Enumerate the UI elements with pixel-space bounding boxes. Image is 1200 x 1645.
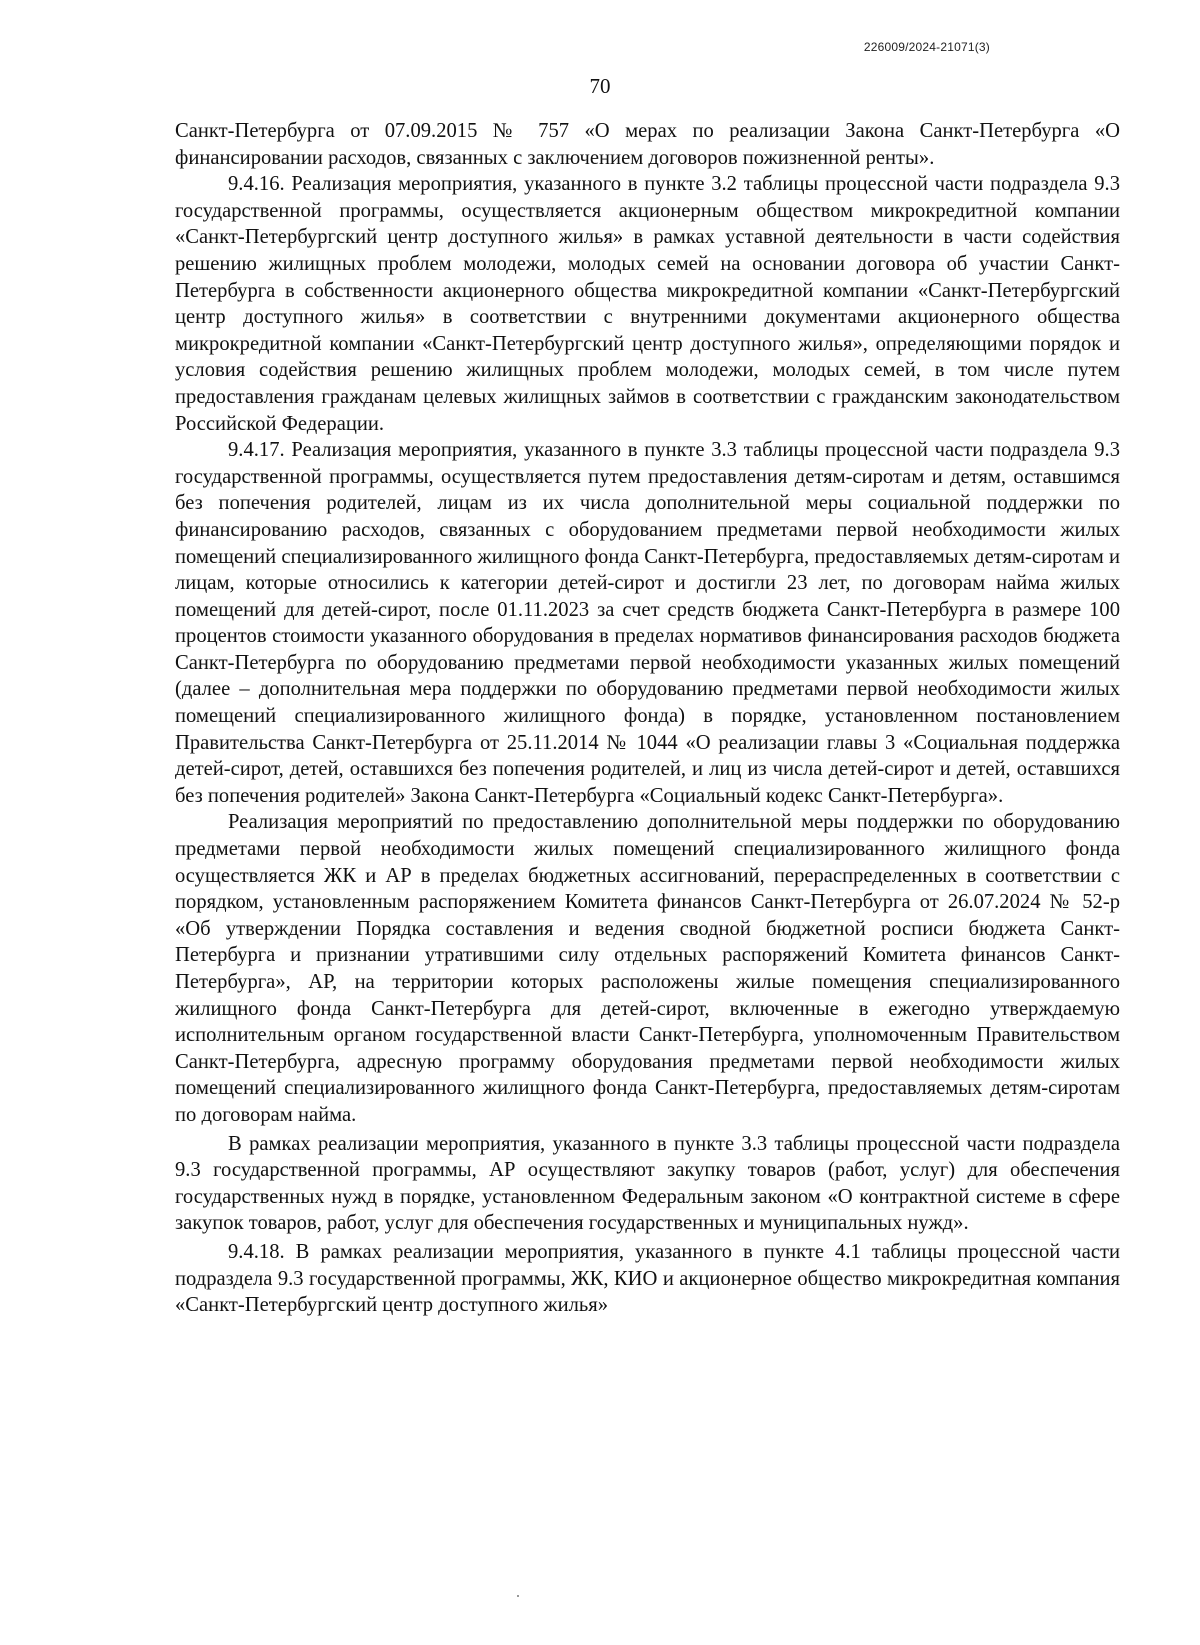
page-number: 70 (589, 74, 611, 98)
scan-speck (517, 1595, 519, 1597)
paragraph-continuation: Санкт-Петербурга от 07.09.2015 № 757 «О мерах по реализации Закона Санкт-Петербурга «О финансировании расходов, связанных с заключением договоров пожизненной ренты». (175, 120, 1120, 169)
paragraph-9-4-16: 9.4.16. Реализация мероприятия, указанного в пункте 3.2 таблицы процессной части подраздела 9.3 государственной программы, осуществляется акционерным обществом микрокредитной компании «Санкт-Петербургский центр доступного жилья» в рамках уставной деятельности в части содействия решению жилищных проблем молодежи, молодых семей на основании договора об участии Санкт-Петербурга в собственности акционерного общества микрокредитной компании «Санкт-Петербургский центр доступного жилья» в соответствии с внутренними документами акционерного общества микрокредитной компании «Санкт-Петербургский центр доступного жилья», определяющими порядок и условия содействия решению жилищных проблем молодежи, молодых семей, в том числе путем предоставления гражданам целевых жилищных займов в соответствии с гражданским законодательством Российской Федерации. (175, 173, 1120, 435)
paragraph-support-measures: Реализация мероприятий по предоставлению дополнительной меры поддержки по оборудованию предметами первой необходимости жилых помещений специализированного жилищного фонда осуществляется ЖК и АР в пределах бюджетных ассигнований, перераспределенных в соответствии с порядком, установленным распоряжением Комитета финансов Санкт-Петербурга от 26.07.2024 № 52-р «Об утверждении Порядка составления и ведения сводной бюджетной росписи бюджета Санкт-Петербурга и признании утратившими силу отдельных распоряжений Комитета финансов Санкт-Петербурга», АР, на территории которых расположены жилые помещения специализированного жилищного фонда Санкт-Петербурга для детей-сирот, включенные в ежегодно утверждаемую исполнительным органом государственной власти Санкт-Петербурга, уполномоченным Правительством Санкт-Петербурга, адресную программу оборудования предметами первой необходимости жилых помещений специализированного жилищного фонда Санкт-Петербурга, предоставляемых детям-сиротам по договорам найма. (175, 811, 1120, 1126)
document-id: 226009/2024-21071(3) (863, 40, 990, 54)
paragraph-9-4-17: 9.4.17. Реализация мероприятия, указанного в пункте 3.3 таблицы процессной части подраздела 9.3 государственной программы, осуществляется путем предоставления детям-сиротам и детям, оставшимся без попечения родителей, лицам из их числа дополнительной меры социальной поддержки по финансированию расходов, связанных с оборудованием предметами первой необходимости жилых помещений специализированного жилищного фонда Санкт-Петербурга, предоставляемых детям-сиротам и лицам, которые относились к категории детей-сирот и достигли 23 лет, по договорам найма жилых помещений для детей-сирот, после 01.11.2023 за счет средств бюджета Санкт-Петербурга в размере 100 процентов стоимости указанного оборудования в пределах нормативов финансирования расходов бюджета Санкт-Петербурга по оборудованию предметами первой необходимости указанных жилых помещений (далее – дополнительная мера поддержки по оборудованию предметами первой необходимости жилых помещений специализированного жилищного фонда) в порядке, установленном постановлением Правительства Санкт-Петербурга от 25.11.2014 № 1044 «О реализации главы 3 «Социальная поддержка детей-сирот, детей, оставшихся без попечения родителей, и лиц из числа детей-сирот и детей, оставшихся без попечения родителей» Закона Санкт-Петербурга «Социальный кодекс Санкт-Петербурга». (175, 439, 1120, 807)
paragraph-9-4-18: 9.4.18. В рамках реализации мероприятия, указанного в пункте 4.1 таблицы процессной части подраздела 9.3 государственной программы, ЖК, КИО и акционерное общество микрокредитная компания «Санкт-Петербургский центр доступного жилья» (175, 1240, 1120, 1317)
paragraph-procurement: В рамках реализации мероприятия, указанного в пункте 3.3 таблицы процессной части подраздела 9.3 государственной программы, АР осуществляют закупку товаров (работ, услуг) для обеспечения государственных нужд в порядке, установленном Федеральным законом «О контрактной системе в сфере закупок товаров, работ, услуг для обеспечения государственных и муниципальных нужд». (175, 1132, 1120, 1235)
document-body (175, 118, 1120, 1319)
